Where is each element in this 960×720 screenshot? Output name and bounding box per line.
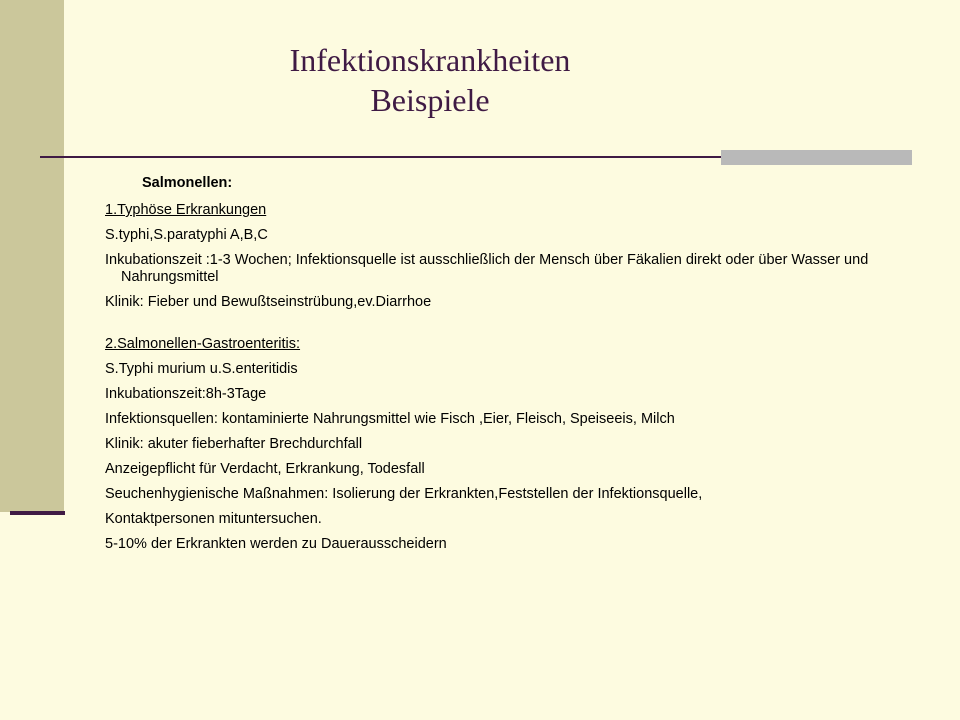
body-line: Inkubationszeit :1-3 Wochen; Infektionsquelle ist ausschließlich der Mensch über Fäkalien direkt oder über Wasser und Nahrungsmittel [105,252,869,285]
section1-heading: 1.Typhöse Erkrankungen [105,202,267,218]
body-line: Klinik: akuter fieberhafter Brechdurchfall [105,436,363,452]
sidebar-band [0,0,64,512]
subhead: Salmonellen: [142,175,233,191]
title-accent-bar [721,150,912,165]
slide-title [180,40,680,120]
body-line: S.typhi,S.paratyphi A,B,C [105,227,268,243]
spacer [105,319,905,336]
title-line-2: Beispiele [370,82,490,118]
body-line: Kontaktpersonen mituntersuchen. [105,511,322,527]
body-line: S.Typhi murium u.S.enteritidis [105,361,298,377]
body-line: Inkubationszeit:8h-3Tage [105,386,267,402]
title-line-1: Infektionskrankheiten [289,42,571,78]
body-line: 5-10% der Erkrankten werden zu Dauerausscheidern [105,536,447,552]
body-line: Seuchenhygienische Maßnahmen: Isolierung der Erkrankten,Feststellen der Infektionsquelle, [105,486,703,502]
body-line: Anzeigepflicht für Verdacht, Erkrankung, Todesfall [105,461,425,477]
body-line: Infektionsquellen: kontaminierte Nahrungsmittel wie Fisch ,Eier, Fleisch, Speiseeis, Milch [105,411,675,427]
sidebar-rule [10,511,65,515]
slide-body [105,175,905,561]
section2-heading: 2.Salmonellen-Gastroenteritis: [105,336,301,352]
body-line: Klinik: Fieber und Bewußtseinstrübung,ev.Diarrhoe [105,294,432,310]
